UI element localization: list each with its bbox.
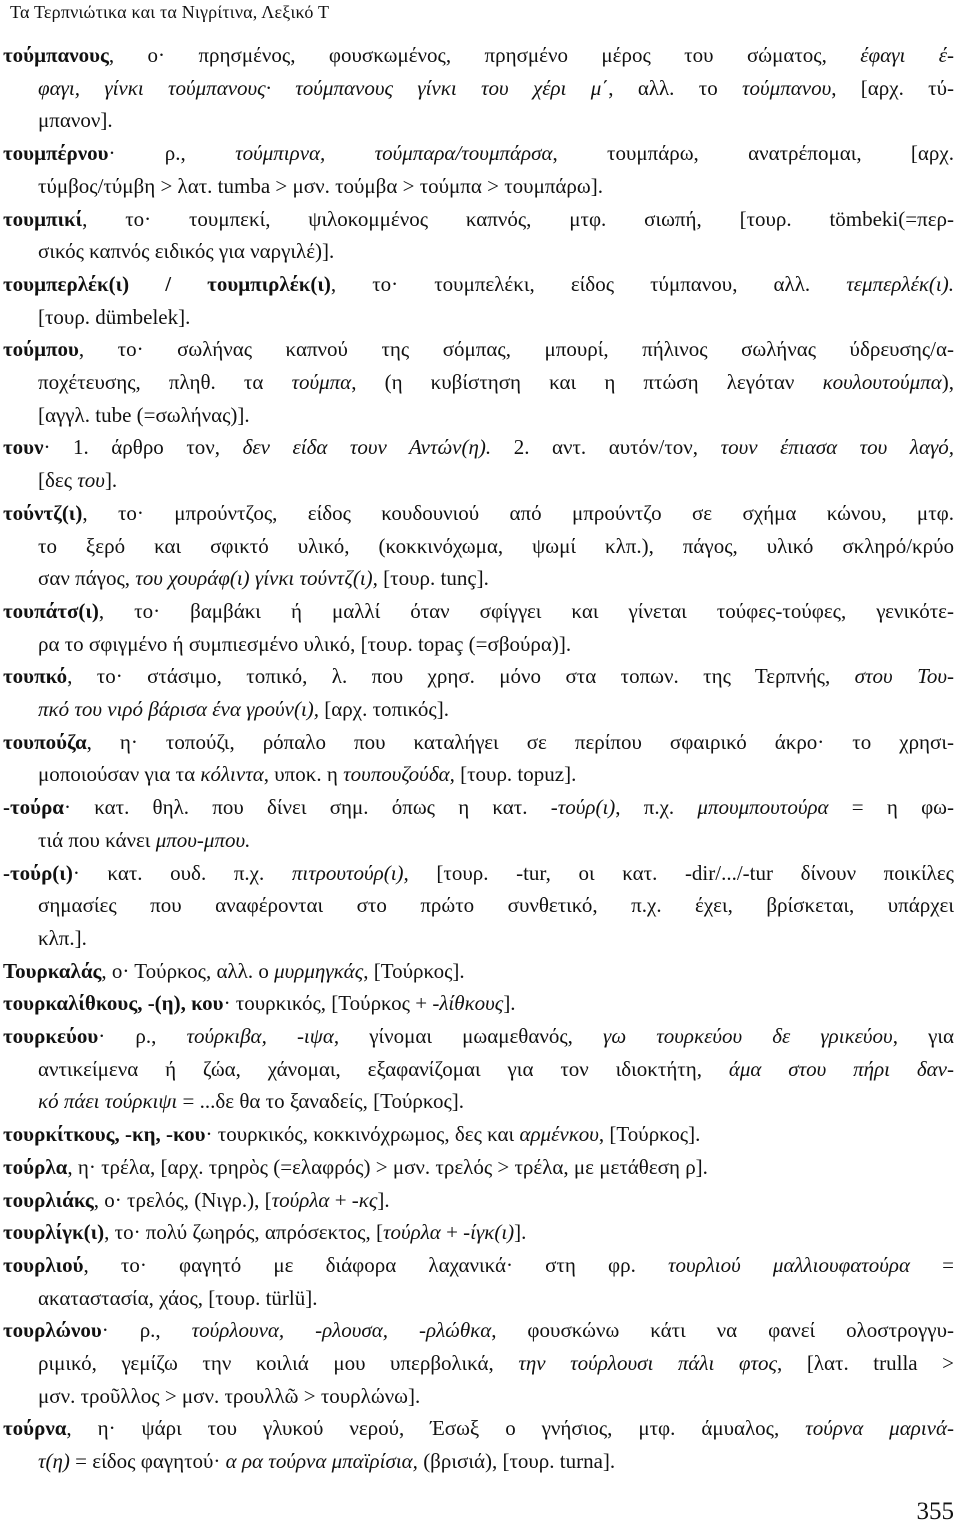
definition-text: μπανον]. bbox=[38, 108, 113, 133]
entry-line bbox=[3, 204, 954, 234]
definition-text: , υποκ. η bbox=[263, 762, 344, 787]
definition-text: , το· μπρούντζος, είδος κουδουνιού από μπρούντζο σε σχήμα κώνου, μτφ. bbox=[82, 500, 954, 525]
definition-text: , το· τουμπεκί, ψιλοκομμένος καπνός, μτφ. σιωπή, [τουρ. tömbeki(=περ- bbox=[82, 206, 954, 231]
definition-text: = είδος φαγητού· bbox=[69, 1449, 226, 1474]
headword: τουρλιού bbox=[3, 1252, 84, 1277]
entry-continuation-line bbox=[38, 1446, 954, 1476]
definition-text: · ρ., bbox=[108, 141, 236, 166]
definition-text: , η· τοπούζι, ρόπαλο που καταλήγει σε περίπου σφαιρικό άκρο· το χρησι- bbox=[86, 729, 954, 754]
definition-text: , η· ψάρι του γλυκού νερού, Έσωξ ο γνήσιος, μτφ. άμυαλος, bbox=[66, 1416, 806, 1441]
entry-line bbox=[3, 138, 954, 168]
example-text: φαγι, γίνκι τούμπανους· τούμπανους γίνκι του χέρι μ΄ bbox=[38, 75, 609, 100]
entry-line bbox=[3, 988, 954, 1018]
example-text: τ(η) bbox=[38, 1449, 70, 1474]
example-text: δεν είδα τουν Αντών(η). bbox=[242, 435, 492, 460]
example-text: τούρνα μαρινά- bbox=[805, 1416, 954, 1441]
headword: τουρλώνου bbox=[3, 1318, 102, 1343]
example-text: τουπουζούδα, bbox=[343, 762, 455, 787]
entry-continuation-line bbox=[38, 531, 954, 561]
entry-line bbox=[3, 727, 954, 757]
headword: τούρλα bbox=[3, 1154, 68, 1179]
definition-text: , [λατ. trulla > bbox=[777, 1351, 954, 1375]
example-text: τουρλιού μαλλιουφατούρα bbox=[667, 1252, 911, 1277]
running-header: Τα Τερπνιώτικα και τα Νιγρίτινα, Λεξικό Τ bbox=[10, 2, 330, 22]
example-text: κό πάει τούρκιψι bbox=[38, 1089, 178, 1114]
definition-text: · ρ., bbox=[98, 1024, 187, 1048]
definition-text: , [Τούρκος]. bbox=[363, 958, 465, 983]
entry-line bbox=[3, 661, 954, 691]
definition-text: = bbox=[910, 1252, 954, 1277]
definition-text: , η· τρέλα, [αρχ. τρηρὸς (=ελαφρός) > μσν. τρελός > τρέλα, με μετάθεση ρ]. bbox=[67, 1154, 708, 1179]
example-text: μπουμπουτούρα bbox=[697, 795, 829, 820]
definition-text: αντικείμενα ή ζώα, χάνομαι, εξαφανίζομαι για τον ιδιοκτήτη, bbox=[38, 1056, 729, 1081]
definition-text: , π.χ. bbox=[615, 795, 698, 820]
definition-text: , το· πολύ ζωηρός, απρόσεκτος, [ bbox=[104, 1220, 383, 1245]
definition-text: ριμικό, γεμίζω την κοιλιά μου υπερβολικά, bbox=[38, 1351, 519, 1375]
example-text: πκό του νιρό βάρισα ένα γρούν(ι), bbox=[38, 697, 320, 721]
entry-line bbox=[3, 1250, 954, 1280]
example-text: τούρκιβα, -ιψα bbox=[186, 1024, 334, 1048]
example-text: -λίθκους bbox=[432, 991, 504, 1016]
entry-continuation-line bbox=[38, 465, 954, 495]
definition-text: · 1. άρθρο τον, bbox=[43, 435, 243, 460]
example-text: την τούρλουσι πάλι φτος bbox=[518, 1351, 778, 1375]
headword: τουν bbox=[3, 435, 44, 460]
example-text: γω τουρκεύου δε γρικεύου bbox=[603, 1024, 893, 1048]
definition-text: , (η κυβίστηση και η πτώση λεγόταν bbox=[351, 370, 823, 394]
definition-text: (βρισιά), [τουρ. turna]. bbox=[417, 1449, 616, 1474]
definition-text: , για bbox=[892, 1024, 954, 1048]
definition-text: ]. bbox=[377, 1187, 390, 1212]
entry-line bbox=[3, 792, 954, 822]
headword: τουπκό bbox=[3, 664, 68, 689]
headword: -τούρ(ι) bbox=[3, 860, 73, 885]
definition-text: ]. bbox=[514, 1220, 527, 1245]
entry-line bbox=[3, 432, 954, 462]
definition-text: τιά που κάνει bbox=[38, 827, 156, 852]
entry-continuation-line bbox=[38, 73, 954, 103]
definition-text: , γίνομαι μωαμεθανός, bbox=[333, 1024, 604, 1048]
definition-text: + bbox=[440, 1220, 464, 1245]
headword: τουρλίγκ(ι) bbox=[3, 1220, 105, 1245]
definition-text: = η φω- bbox=[828, 795, 954, 820]
definition-text: + bbox=[329, 1187, 352, 1212]
entry-continuation-line bbox=[38, 759, 954, 789]
definition-text: [τουρ. topuz]. bbox=[454, 762, 577, 787]
example-text: -κς bbox=[351, 1187, 378, 1212]
definition-text: ]. bbox=[104, 468, 118, 493]
definition-text: μοποιούσαν για τα bbox=[38, 762, 201, 787]
definition-text: ρα το σφιγμένο ή συμπιεσμένο υλικό, [τουρ. topaç (=σβούρα)]. bbox=[38, 631, 572, 656]
definition-text: σικός καπνός ειδικός για ναργιλέ)]. bbox=[38, 239, 335, 264]
headword: τουπάτσ(ι) bbox=[3, 598, 99, 623]
headword: -τούρα bbox=[3, 795, 65, 820]
headword: τουρκίτκους, -κη, -κου bbox=[3, 1122, 206, 1147]
headword: τούρνα bbox=[3, 1416, 67, 1441]
definition-text: , ο· Τούρκος, αλλ. ο bbox=[101, 958, 275, 983]
example-text: στου Του- bbox=[854, 664, 954, 689]
definition-text: τύμβος/τύμβη > λατ. tumba > μσν. τούμβα > τούμπα > τουμπάρω]. bbox=[38, 173, 603, 198]
entry-continuation-line bbox=[38, 400, 954, 430]
entry-continuation-line bbox=[38, 367, 954, 397]
definition-text: · τουρκικός, [Τούρκος + bbox=[223, 991, 433, 1016]
page-number: 355 bbox=[916, 1498, 954, 1525]
entry-continuation-line bbox=[38, 923, 954, 953]
definition-text: σαν πάγος, bbox=[38, 566, 136, 591]
definition-text: , ο· τρελός, (Νιγρ.), [ bbox=[93, 1187, 272, 1212]
headword: τουμπέρνου bbox=[3, 141, 109, 166]
definition-text: ), bbox=[941, 370, 954, 394]
entry-line bbox=[3, 1413, 954, 1443]
example-text: α ρα τούρνα μπαϊρίσια, bbox=[225, 1449, 418, 1474]
entry-line bbox=[3, 498, 954, 528]
entry-line bbox=[3, 596, 954, 626]
definition-text: · ρ., bbox=[101, 1318, 192, 1343]
definition-text: [αγγλ. tube (=σωλήνας)]. bbox=[38, 402, 250, 427]
entry-line bbox=[3, 334, 954, 364]
example-text: τούρλα bbox=[271, 1187, 330, 1212]
example-text: -ίγκ(ι) bbox=[463, 1220, 515, 1245]
entry-line bbox=[3, 1152, 954, 1182]
headword: τουρκαλίθκους, -(η), κου bbox=[3, 991, 224, 1016]
definition-text: · τουρκικός, κοκκινόχρωμος, δες και bbox=[205, 1122, 520, 1147]
entry-continuation-line bbox=[38, 1283, 954, 1313]
example-text: τούρλα bbox=[382, 1220, 441, 1245]
example-text: του χουράφ(ι) γίνκι τούντζ(ι), bbox=[135, 566, 378, 591]
entry-continuation-line bbox=[38, 694, 954, 724]
definition-text: [τουρ. -tur, οι κατ. -dir/.../-tur δίνουν ποικίλες bbox=[408, 860, 954, 885]
entry-line bbox=[3, 1315, 954, 1345]
definition-text: · κατ. θηλ. που δίνει σημ. όπως η κατ. bbox=[64, 795, 551, 820]
example-text: πιτρουτούρ(ι), bbox=[291, 860, 409, 885]
headword: τουμπερλέκ(ι) / τουμπιρλέκ(ι) bbox=[3, 271, 331, 296]
example-text: του bbox=[77, 468, 105, 493]
entry-continuation-line bbox=[38, 1086, 954, 1116]
example-text: κουλουτούμπα bbox=[822, 370, 942, 394]
example-text: τούρλουνα, -ρλουσα, -ρλώθκα bbox=[191, 1318, 492, 1343]
headword: τουρλιάκς bbox=[3, 1187, 94, 1212]
example-text: άμα στου πήρι δαν- bbox=[728, 1056, 954, 1081]
entry-continuation-line bbox=[38, 1054, 954, 1084]
entry-continuation-line bbox=[38, 629, 954, 659]
definition-text: [τουρ. tunç]. bbox=[377, 566, 489, 591]
example-text: μυρμηγκάς bbox=[274, 958, 364, 983]
definition-text: το ξερό και σφικτό υλικό, (κοκκινόχωμα, ψωμί κλπ.), πάγος, υλικό σκληρό/κρύο bbox=[38, 533, 954, 558]
definition-text: ακαταστασία, χάος, [τουρ. türlü]. bbox=[38, 1285, 318, 1310]
entry-continuation-line bbox=[38, 302, 954, 332]
definition-text: ]. bbox=[503, 991, 516, 1016]
entry-line bbox=[3, 40, 954, 70]
example-text: τούμπιρνα, τούμπαρα/τουμπάρσα bbox=[235, 141, 553, 166]
entry-continuation-line bbox=[38, 1348, 954, 1378]
example-text: τουν έπιασα του λαγό, bbox=[720, 435, 954, 460]
entry-line bbox=[3, 1217, 954, 1247]
definition-text: [τουρ. dümbelek]. bbox=[38, 304, 191, 329]
entry-continuation-line bbox=[38, 890, 954, 920]
definition-text: , [αρχ. τύ- bbox=[831, 75, 954, 100]
definition-text: κλπ.]. bbox=[38, 925, 87, 950]
entry-continuation-line bbox=[38, 236, 954, 266]
entry-continuation-line bbox=[38, 1381, 954, 1411]
example-text: μπου-μπου. bbox=[155, 827, 251, 852]
entry-continuation-line bbox=[38, 105, 954, 135]
definition-text: , το· φαγητό με διάφορα λαχανικά· στη φρ. bbox=[83, 1252, 668, 1277]
headword: τουπούζα bbox=[3, 729, 87, 754]
definition-text: · κατ. ουδ. π.χ. bbox=[72, 860, 292, 885]
definition-text: μσν. τροῦλλος > μσν. τρουλλῶ > τουρλώνω]. bbox=[38, 1383, 421, 1408]
headword: τούμπανους bbox=[3, 43, 109, 67]
definition-text: [αρχ. τοπικός]. bbox=[319, 697, 449, 721]
definition-text: , [Τούρκος]. bbox=[598, 1122, 701, 1147]
entry-continuation-line bbox=[38, 563, 954, 593]
example-text: τούμπα bbox=[291, 370, 352, 394]
entry-line bbox=[3, 1119, 954, 1149]
headword: τούμπου bbox=[3, 337, 79, 362]
headword: Τουρκαλάς bbox=[3, 958, 102, 983]
definition-text: σημασίες που αναφέρονται στο πρώτο συνθετικό, π.χ. έχει, βρίσκεται, υπάρχει bbox=[38, 893, 954, 918]
definition-text: , το· βαμβάκι ή μαλλί όταν σφίγγει και γίνεται τούφες-τούφες, γενικότε- bbox=[98, 598, 954, 623]
definition-text: , ο· πρησμένος, φουσκωμένος, πρησμένο μέρος του σώματος, bbox=[108, 43, 861, 67]
definition-text: 2. αντ. αυτόν/τον, bbox=[491, 435, 721, 460]
entry-continuation-line bbox=[38, 825, 954, 855]
definition-text: , το· στάσιμο, τοπικό, λ. που χρησ. μόνο στα τοπων. της Τερπνής, bbox=[67, 664, 855, 689]
definition-text: , αλλ. το bbox=[608, 75, 743, 100]
entry-line bbox=[3, 858, 954, 888]
entry-line bbox=[3, 1021, 954, 1051]
example-text: τεμπερλέκ(ι). bbox=[846, 271, 954, 296]
definition-text: [δες bbox=[38, 468, 78, 493]
example-text: κόλιντα bbox=[200, 762, 264, 787]
definition-text: , φουσκώνω κάτι να φανεί ολοστρογγυ- bbox=[491, 1318, 954, 1343]
definition-text: , τουμπάρω, ανατρέπομαι, [αρχ. bbox=[552, 141, 954, 166]
definition-text: ποχέτευσης, πληθ. τα bbox=[38, 370, 292, 394]
headword: τουρκεύου bbox=[3, 1024, 99, 1048]
example-text: -τούρ(ι) bbox=[550, 795, 616, 820]
entry-continuation-line bbox=[38, 171, 954, 201]
example-text: έφαγι έ- bbox=[860, 43, 954, 67]
definition-text: = ...δε θα το ξαναδείς, [Τούρκος]. bbox=[177, 1089, 465, 1114]
headword: τούντζ(ι) bbox=[3, 500, 83, 525]
entry-line bbox=[3, 1185, 954, 1215]
definition-text: , το· τουμπελέκι, είδος τύμπανου, αλλ. bbox=[330, 271, 847, 296]
example-text: τούμπανου bbox=[742, 75, 832, 100]
example-text: αρμένκου bbox=[519, 1122, 599, 1147]
entry-line bbox=[3, 956, 954, 986]
entry-line bbox=[3, 269, 954, 299]
headword: τουμπικί bbox=[3, 206, 83, 231]
definition-text: , το· σωλήνας καπνού της σόμπας, μπουρί, πήλινος σωλήνας ύδρευσης/α- bbox=[78, 337, 954, 362]
